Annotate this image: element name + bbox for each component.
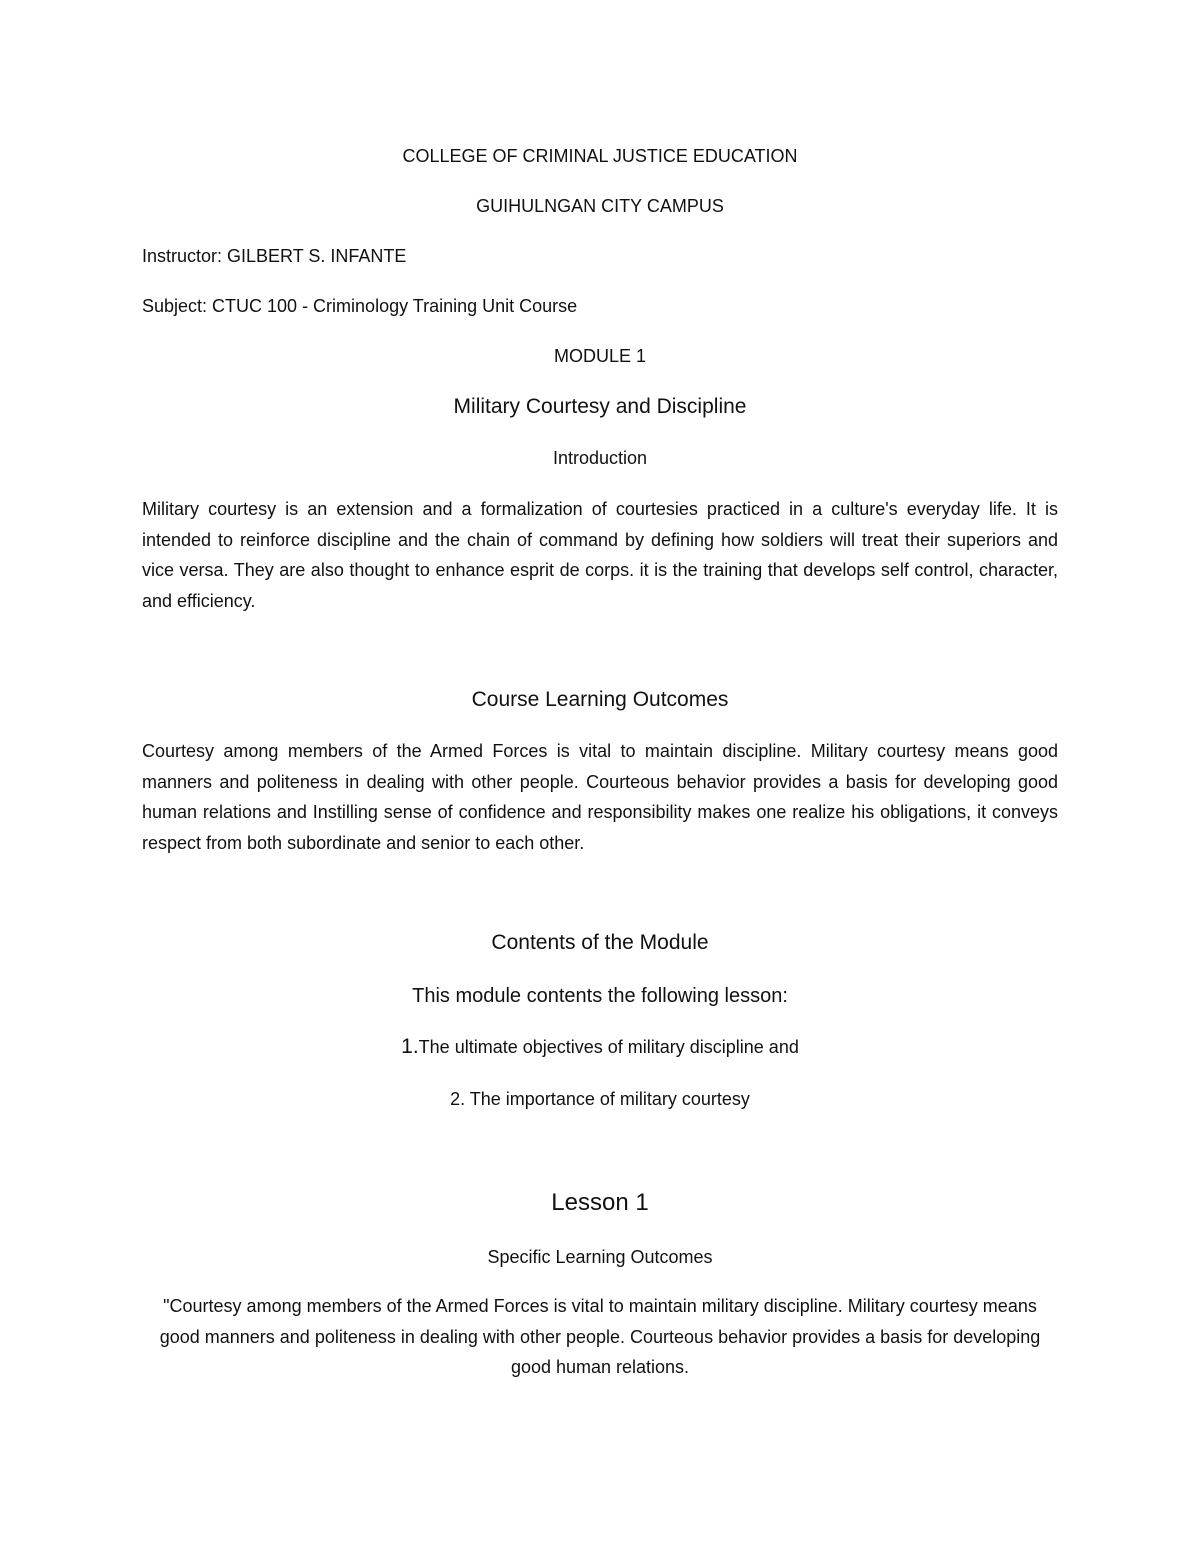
lesson-subheading: Specific Learning Outcomes <box>487 1247 713 1267</box>
introduction-heading: Introduction <box>552 448 648 468</box>
lesson-heading: Lesson 1 <box>551 1189 649 1216</box>
lesson-text: "Courtesy among members of the Armed Forces is vital to maintain military discipline. Military courtesy means good manners and politeness in dealing with other people. Courteous behavior provides a basis for developing good human relations. <box>159 1296 1041 1377</box>
module-title: Military Courtesy and Discipline <box>453 395 747 418</box>
subject-line: Subject: CTUC 100 - Criminology Training Unit Course <box>142 296 578 316</box>
list-item-text: The importance of military courtesy <box>465 1089 750 1109</box>
list-item-number: 2. <box>450 1089 466 1109</box>
module-label: MODULE 1 <box>553 346 647 366</box>
contents-list-item <box>142 1089 1058 1109</box>
introduction-text: Military courtesy is an extension and a formalization of courtesies practiced in a culture's everyday life. It is intended to reinforce discipline and the chain of command by defining how soldiers will treat their superiors and vice versa. They are also thought to enhance esprit de corps. it is the training that develops self control, character, and efficiency. <box>142 499 1058 611</box>
contents-subheading: This module contents the following lesson: <box>412 985 788 1007</box>
contents-heading: Contents of the Module <box>491 931 709 954</box>
campus-name: GUIHULNGAN CITY CAMPUS <box>476 196 724 216</box>
outcomes-text: Courtesy among members of the Armed Forces is vital to maintain discipline. Military courtesy means good manners and politeness in dealing with other people. Courteous behavior provides a basis for developing good human relations and Instilling sense of confidence and responsibility makes one realize his obligations, it conveys respect from both subordinate and senior to each other. <box>142 741 1058 853</box>
list-item-number: 1. <box>401 1035 419 1058</box>
contents-list-item <box>142 1037 1058 1057</box>
list-item-text: The ultimate objectives of military discipline and <box>418 1037 799 1057</box>
outcomes-heading: Course Learning Outcomes <box>471 688 729 711</box>
college-name: COLLEGE OF CRIMINAL JUSTICE EDUCATION <box>402 146 798 166</box>
instructor-line: Instructor: GILBERT S. INFANTE <box>142 246 407 266</box>
